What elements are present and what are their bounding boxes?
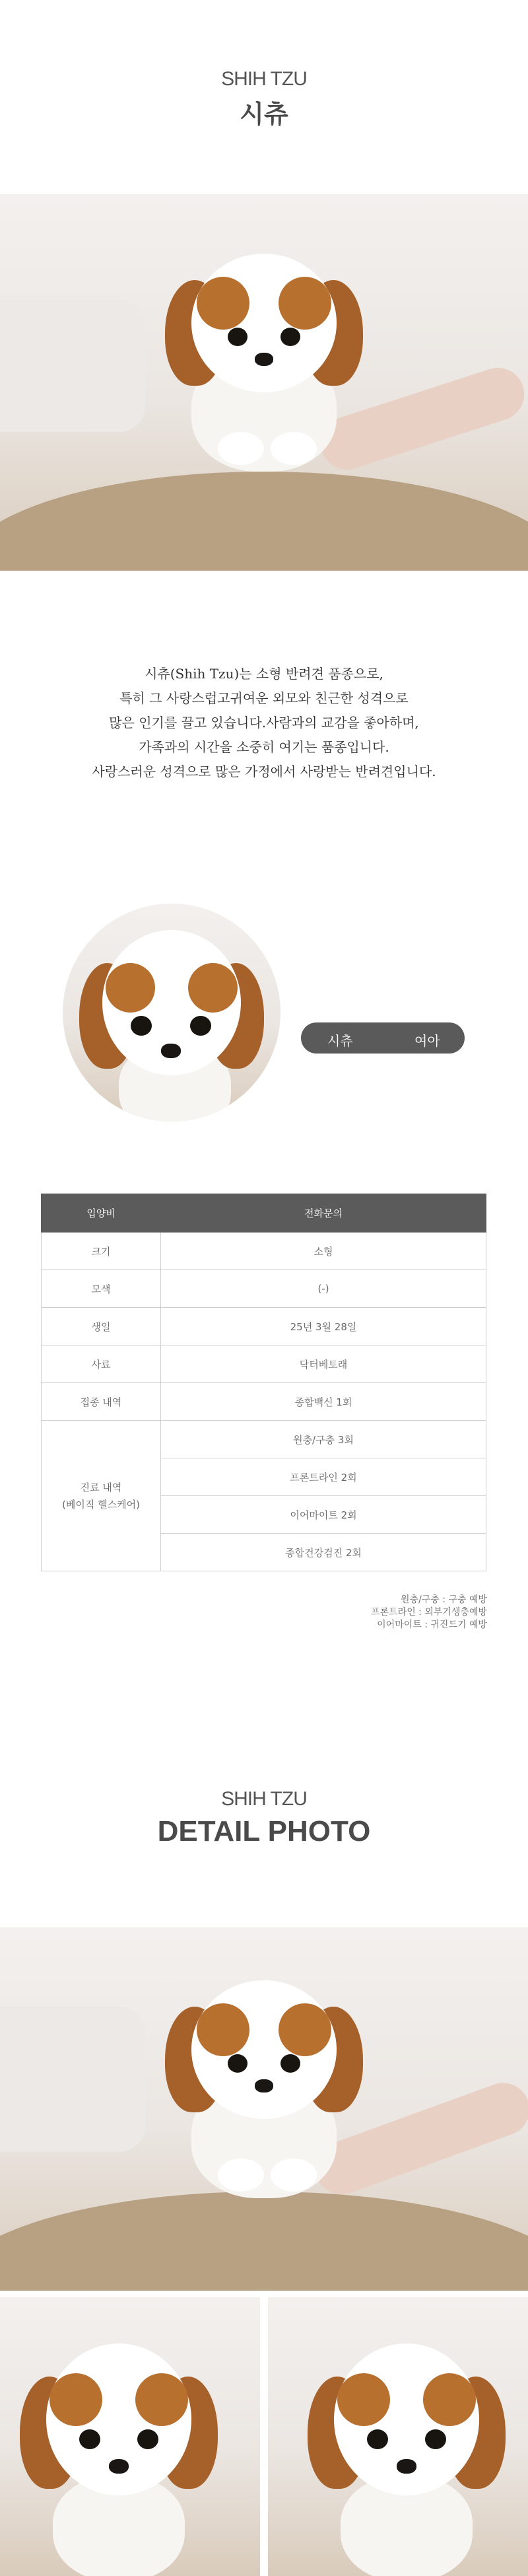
detail-title: DETAIL PHOTO	[157, 1815, 371, 1847]
detail-photo-2	[0, 2297, 260, 2576]
table-row	[42, 1233, 486, 1270]
breed-sex-badge	[301, 1022, 465, 1054]
page-title: 시츄	[240, 100, 288, 129]
intro-line: 가족과의 시간을 소중히 여기는 품종입니다.	[139, 739, 389, 755]
row-label: 접종 내역	[42, 1383, 161, 1421]
detail-photo-1	[0, 1927, 528, 2291]
footnotes	[371, 1594, 487, 1631]
medical-label-line: (베이직 헬스케어)	[62, 1498, 140, 1511]
intro-line: 사랑스러운 성격으로 많은 가정에서 사랑받는 반려견입니다.	[92, 764, 436, 779]
table-row	[42, 1270, 486, 1308]
footnote-line: 원충/구충 : 구충 예방	[401, 1594, 487, 1605]
table-row	[42, 1308, 486, 1345]
intro-text	[0, 662, 528, 784]
row-value: 소형	[161, 1233, 486, 1270]
header-subtitle: SHIH TZU	[221, 68, 307, 90]
badge-breed: 시츄	[327, 1033, 353, 1049]
footnote-line: 이어마이트 : 귀진드기 예방	[377, 1620, 487, 1630]
badge-sex: 여아	[414, 1033, 440, 1049]
row-label: 크기	[42, 1233, 161, 1270]
row-value: (-)	[161, 1270, 486, 1308]
intro-line: 특히 그 사랑스럽고귀여운 외모와 친근한 성격으로	[119, 690, 409, 706]
medical-value: 종합건강검진 2회	[161, 1534, 486, 1571]
table-header-row	[42, 1194, 486, 1233]
row-label: 사료	[42, 1345, 161, 1383]
row-value: 25년 3월 28일	[161, 1308, 486, 1345]
intro-line: 시츄(Shih Tzu)는 소형 반려견 품종으로,	[145, 666, 383, 682]
footnote-line: 프론트라인 : 외부기생충예방	[371, 1607, 487, 1618]
medical-label-line: 진료 내역	[80, 1481, 122, 1493]
detail-photo-3	[268, 2297, 528, 2576]
medical-value: 이어마이트 2회	[161, 1496, 486, 1534]
puppy-info-table	[41, 1194, 486, 1571]
row-label: 모색	[42, 1270, 161, 1308]
price-label: 입양비	[42, 1194, 161, 1233]
medical-value: 원충/구충 3회	[161, 1421, 486, 1458]
medical-value: 프론트라인 2회	[161, 1458, 486, 1496]
puppy-portrait-circle	[63, 904, 280, 1122]
row-label: 생일	[42, 1308, 161, 1345]
detail-subtitle: SHIH TZU	[221, 1788, 307, 1810]
row-value: 닥터베토래	[161, 1345, 486, 1383]
medical-history-label	[42, 1421, 161, 1571]
row-value: 종합백신 1회	[161, 1383, 486, 1421]
table-row	[42, 1383, 486, 1421]
table-row	[42, 1345, 486, 1383]
table-row	[42, 1421, 486, 1458]
intro-line: 많은 인기를 끌고 있습니다.사람과의 교감을 좋아하며,	[109, 715, 419, 731]
price-value: 전화문의	[161, 1194, 486, 1233]
hero-puppy-photo	[0, 194, 528, 571]
